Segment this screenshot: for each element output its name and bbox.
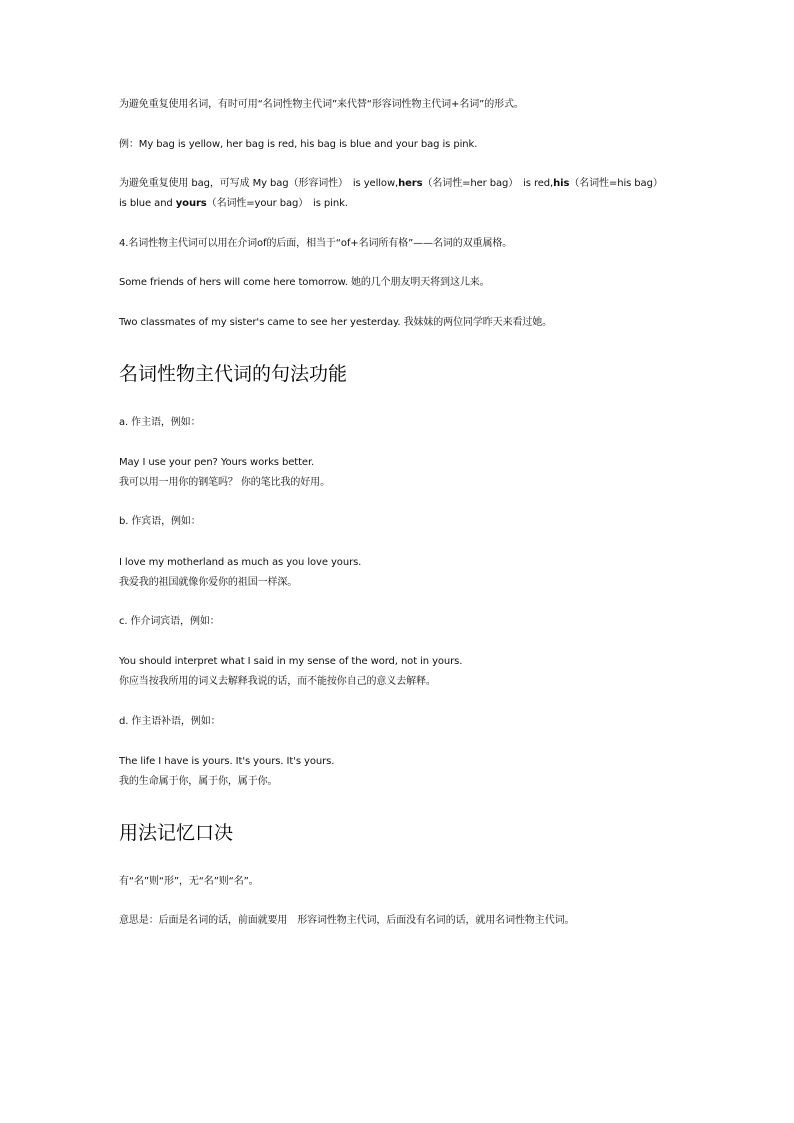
- section-heading-mnemonic: 用法记忆口决: [119, 822, 234, 844]
- example-1: Some friends of hers will come here tomorrow. 她的几个朋友明天将到这儿来。: [119, 277, 490, 288]
- item-c-english: You should interpret what I said in my sense of the word, not in yours.: [119, 656, 463, 667]
- item-b-chinese: 我爱我的祖国就像你爱你的祖国一样深。: [119, 577, 298, 588]
- point-4: 4.名词性物主代词可以用在介词of的后面，相当于“of+名词所有格”——名词的双重属格。: [119, 238, 513, 249]
- rewrite-text: 为避免重复使用 bag，可写成 My bag（形容词性） is yellow,: [119, 178, 399, 189]
- mnemonic-rule: 有“名”则“形”，无“名”则“名”。: [119, 876, 259, 887]
- item-c-label: c. 作介词宾语，例如：: [119, 616, 220, 627]
- rewrite-text: is blue and: [119, 198, 176, 209]
- his-bold: his: [553, 178, 570, 189]
- hers-bold: hers: [398, 178, 423, 189]
- rewrite-line-2: [119, 197, 348, 211]
- item-b-label: b. 作宾语，例如：: [119, 516, 201, 527]
- example-sentence: 例：My bag is yellow, her bag is red, his bag is blue and your bag is pink.: [119, 139, 478, 150]
- item-d-chinese: 我的生命属于你，属于你，属于你。: [119, 776, 278, 787]
- section-heading-syntax: 名词性物主代词的句法功能: [119, 363, 348, 385]
- rewrite-text: （名词性=his bag）: [569, 178, 663, 189]
- rewrite-text: （名词性=your bag） is pink.: [206, 198, 348, 209]
- item-a-chinese: 我可以用一用你的钢笔吗？ 你的笔比我的好用。: [119, 477, 330, 488]
- item-d-label: d. 作主语补语，例如：: [119, 716, 221, 727]
- item-a-english: May I use your pen? Yours works better.: [119, 457, 315, 468]
- intro-line: 为避免重复使用名词，有时可用“名词性物主代词”来代替“形容词性物主代词+名词”的形式。: [119, 99, 524, 110]
- yours-bold: yours: [175, 198, 207, 209]
- example-2: Two classmates of my sister's came to see her yesterday. 我妹妹的两位同学昨天来看过她。: [119, 317, 553, 328]
- rewrite-line-1: [119, 177, 663, 191]
- item-c-chinese: 你应当按我所用的词义去解释我说的话，而不能按你自己的意义去解释。: [119, 676, 436, 687]
- mnemonic-meaning: 意思是：后面是名词的话，前面就要用 形容词性物主代词，后面没有名词的话，就用名词性物主代词。: [119, 915, 575, 926]
- item-b-english: I love my motherland as much as you love yours.: [119, 557, 362, 568]
- item-a-label: a. 作主语，例如：: [119, 417, 201, 428]
- item-d-english: The life I have is yours. It's yours. It's yours.: [119, 756, 335, 767]
- rewrite-text: （名词性=her bag） is red,: [422, 178, 554, 189]
